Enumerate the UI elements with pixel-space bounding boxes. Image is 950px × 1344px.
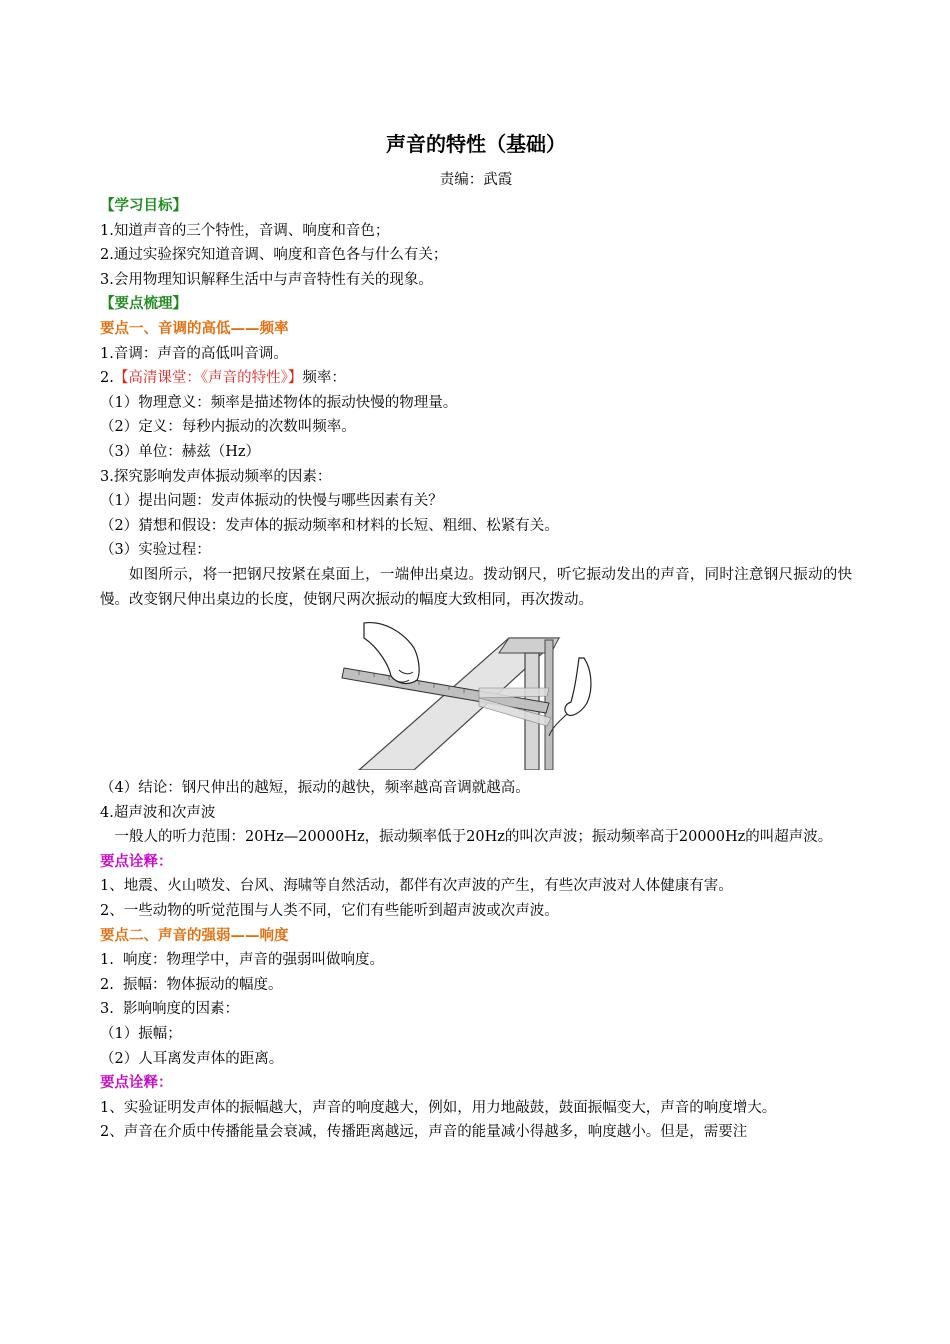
paragraph: （3）单位：赫兹（Hz） (100, 443, 261, 460)
note-heading: 要点诠释： (100, 853, 173, 870)
page-title: 声音的特性（基础） (386, 132, 566, 156)
paragraph: 2. 振幅：物体振动的幅度。 (100, 976, 283, 993)
paragraph: （2）猜想和假设：发声体的振动频率和材料的长短、粗细、松紧有关。 (100, 517, 559, 534)
paragraph: （2）人耳离发声体的距离。 (100, 1050, 284, 1067)
item-number: 2. (100, 370, 114, 387)
paragraph-with-link (100, 366, 852, 391)
document-page (100, 128, 852, 1145)
paragraph: 3.探究影响发声体振动频率的因素： (100, 468, 332, 485)
lecture-link[interactable]: 【高清课堂：《声音的特性》】 (113, 370, 303, 387)
note-item: 2、一些动物的听觉范围与人类不同，它们有些能听到超声波或次声波。 (100, 903, 559, 920)
experiment-description: 如图所示，将一把钢尺按紧在桌面上，一端伸出桌边。拨动钢尺，听它振动发出的声音，同时注意钢尺振动的快慢。改变钢尺伸出桌边的长度，使钢尺两次振动的幅度大致相同，再次拨动。 (100, 566, 852, 608)
paragraph: （3）实验过程： (100, 542, 211, 559)
paragraph: （2）定义：每秒内振动的次数叫频率。 (100, 419, 356, 436)
hearing-range-paragraph: 一般人的听力范围：20Hz—20000Hz，振动频率低于20Hz的叫次声波；振动频率高于20000Hz的叫超声波。 (114, 829, 833, 846)
goal-item: 2.通过实验探究知道音调、响度和音色各与什么有关； (100, 247, 448, 264)
paragraph: 4.超声波和次声波 (100, 804, 216, 821)
point-heading-2: 要点二、声音的强弱——响度 (100, 927, 289, 944)
point-heading-1: 要点一、音调的高低——频率 (100, 320, 289, 337)
note-heading: 要点诠释： (100, 1075, 173, 1092)
note-item: 1、实验证明发声体的振幅越大，声音的响度越大，例如，用力地敲鼓，鼓面振幅变大，声音的响度增大。 (100, 1099, 777, 1116)
paragraph: 1.音调：声音的高低叫音调。 (100, 345, 288, 362)
section-heading-goals: 【学习目标】 (100, 198, 187, 214)
goal-item: 1.知道声音的三个特性，音调、响度和音色； (100, 222, 390, 239)
paragraph: （1）提出问题：发声体振动的快慢与哪些因素有关？ (100, 493, 443, 510)
paragraph: （1）振幅； (100, 1026, 182, 1043)
note-item: 1、地震、火山喷发、台风、海啸等自然活动，都伴有次声波的产生，有些次声波对人体健康有害。 (100, 878, 733, 895)
paragraph: （4）结论：钢尺伸出的越短，振动的越快，频率越高音调就越高。 (100, 780, 530, 797)
paragraph: 3. 影响响度的因素： (100, 1001, 240, 1018)
section-heading-points: 【要点梳理】 (100, 296, 187, 313)
goal-item: 3.会用物理知识解释生活中与声音特性有关的现象。 (100, 271, 433, 288)
item-text: 频率： (302, 370, 346, 387)
note-item: 2、声音在介质中传播能量会衰减，传播距离越远，声音的能量减小得越多，响度越小。但是，需要注 (100, 1124, 748, 1141)
author-line: 责编：武霞 (439, 172, 513, 188)
paragraph: 1. 响度：物理学中，声音的强弱叫做响度。 (100, 952, 385, 969)
ruler-experiment-illustration (329, 618, 623, 770)
paragraph: （1）物理意义：频率是描述物体的振动快慢的物理量。 (100, 394, 458, 411)
